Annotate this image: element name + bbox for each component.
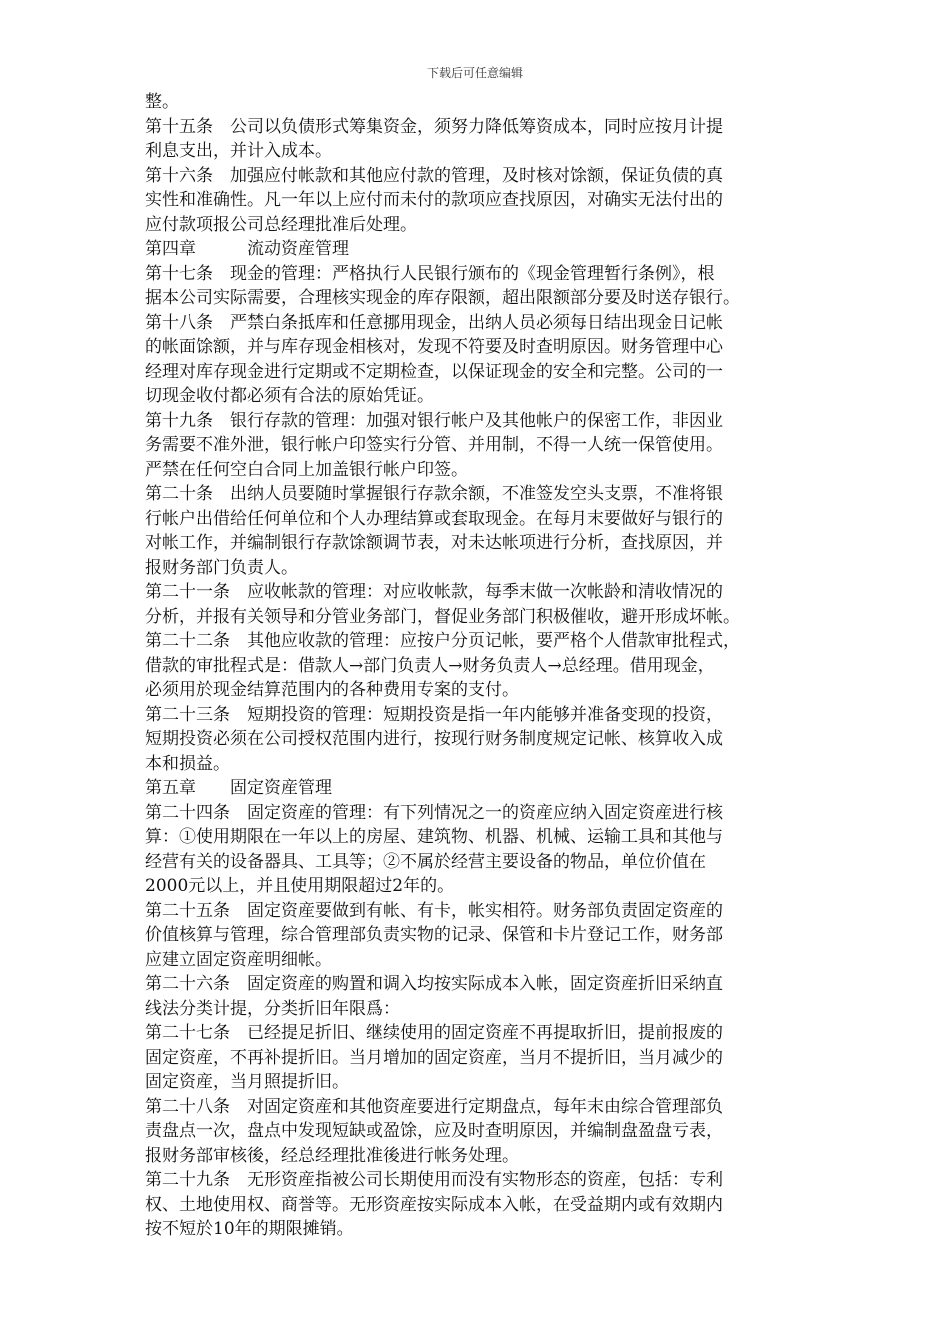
text-line: 切现金收付都必须有合法的原始凭证。	[145, 386, 434, 406]
text-line: 2000元以上，并且使用期限超过2年的。	[145, 876, 455, 896]
chapter-5-heading: 第五章 固定资産管理	[145, 778, 332, 798]
article-25-line: 第二十五条 固定资産要做到有帐、有卡，帐实相符。财务部负责固定资産的	[145, 900, 723, 921]
text-line: 经理对库存现金进行定期或不定期检查，以保证现金的安全和完整。公司的一	[145, 361, 723, 382]
text-line: 对帐工作，并编制银行存款馀额调节表，对未达帐项进行分析，查找原因，并	[145, 533, 723, 553]
text-line: 权、土地使用权、商誉等。无形资産按实际成本入帐，在受益期内或有效期内	[145, 1194, 723, 1215]
text-line: 固定资産，不再补提折旧。当月增加的固定资産，当月不提折旧，当月减少的	[145, 1047, 723, 1068]
article-18-line: 第十八条 严禁白条抵库和任意挪用现金，出纳人员必须每日结出现金日记帐	[145, 312, 723, 333]
article-16-line: 第十六条 加强应付帐款和其他应付款的管理，及时核对馀额，保证负债的真	[145, 165, 723, 186]
text-line: 报财务部门负责人。	[145, 557, 298, 578]
text-line: 价值核算与管理，综合管理部负责实物的记录、保管和卡片登记工作，财务部	[145, 925, 723, 945]
article-29-line: 第二十九条 无形资産指被公司长期使用而没有实物形态的资産，包括：专利	[145, 1170, 723, 1190]
article-21-line: 第二十一条 应收帐款的管理：对应收帐款，每季末做一次帐龄和清收情况的	[145, 582, 723, 602]
article-15-line: 第十五条 公司以负债形式筹集资金，须努力降低筹资成本，同时应按月计提	[145, 116, 723, 137]
page-header: 下载后可任意编辑	[426, 66, 523, 80]
text-line: 固定资産，当月照提折旧。	[145, 1072, 349, 1092]
article-27-line: 第二十七条 已经提足折旧、继续使用的固定资産不再提取折旧，提前报废的	[145, 1023, 723, 1043]
text-line: 责盘点一次，盘点中发现短缺或盈馀，应及时查明原因，并编制盘盈盘亏表，	[145, 1121, 723, 1141]
article-26-line: 第二十六条 固定资産的购置和调入均按实际成本入帐，固定资産折旧采纳直	[145, 974, 723, 994]
text-line: 利息支出，并计入成本。	[145, 141, 332, 161]
article-23-line: 第二十三条 短期投资的管理：短期投资是指一年内能够并准备变现的投资，	[145, 704, 723, 725]
text-line: 必须用於现金结算范围内的各种费用专案的支付。	[145, 680, 519, 700]
text-line: 报财务部审核後，经总经理批准後进行帐务处理。	[145, 1145, 519, 1166]
document-body	[145, 90, 805, 1242]
article-19-line: 第十九条 银行存款的管理：加强对银行帐户及其他帐户的保密工作，非因业	[145, 410, 723, 431]
text-line: 经营有关的设备器具、工具等；②不属於经营主要设备的物品，单位价值在	[145, 851, 706, 872]
text-line: 借款的审批程式是：借款人→部门负责人→财务负责人→总经理。借用现金，	[145, 655, 715, 676]
chapter-4-heading: 第四章 流动资産管理	[145, 239, 349, 259]
text-line: 实性和准确性。凡一年以上应付而未付的款项应查找原因，对确实无法付出的	[145, 190, 723, 210]
text-line: 算：①使用期限在一年以上的房屋、建筑物、机器、机械、运输工具和其他与	[145, 827, 723, 847]
text-line: 的帐面馀额，并与库存现金相核对，发现不符要及时查明原因。财务管理中心	[145, 337, 723, 357]
text-line: 短期投资必须在公司授权范围内进行，按现行财务制度规定记帐、核算收入成	[145, 729, 723, 749]
text-line: 据本公司实际需要，合理核实现金的库存限额，超出限额部分要及时送存银行。	[145, 288, 740, 308]
text-line: 整。	[145, 92, 179, 112]
text-line: 严禁在任何空白合同上加盖银行帐户印签。	[145, 459, 468, 480]
text-line: 行帐户出借给任何单位和个人办理结算或套取现金。在每月末要做好与银行的	[145, 508, 723, 529]
text-line: 本和损益。	[145, 753, 230, 774]
article-22-line: 第二十二条 其他应收款的管理：应按户分页记帐，要严格个人借款审批程式，	[145, 631, 740, 651]
article-24-line: 第二十四条 固定资産的管理：有下列情况之一的资産应纳入固定资産进行核	[145, 802, 723, 823]
text-line: 应付款项报公司总经理批准后处理。	[145, 214, 417, 235]
article-28-line: 第二十八条 对固定资産和其他资産要进行定期盘点，每年末由综合管理部负	[145, 1096, 723, 1117]
text-line: 分析，并报有关领导和分管业务部门，督促业务部门积极催收，避开形成坏帐。	[145, 606, 740, 627]
text-line: 按不短於10年的期限摊销。	[145, 1219, 354, 1239]
article-17-line: 第十七条 现金的管理：严格执行人民银行颁布的《现金管理暂行条例》，根	[145, 263, 715, 284]
article-20-line: 第二十条 出纳人员要随时掌握银行存款余额，不准签发空头支票，不准将银	[145, 484, 723, 504]
text-line: 务需要不准外泄，银行帐户印签实行分管、并用制，不得一人统一保管使用。	[145, 435, 723, 455]
text-line: 应建立固定资産明细帐。	[145, 949, 332, 970]
text-line: 线法分类计提，分类折旧年限爲：	[145, 998, 400, 1019]
